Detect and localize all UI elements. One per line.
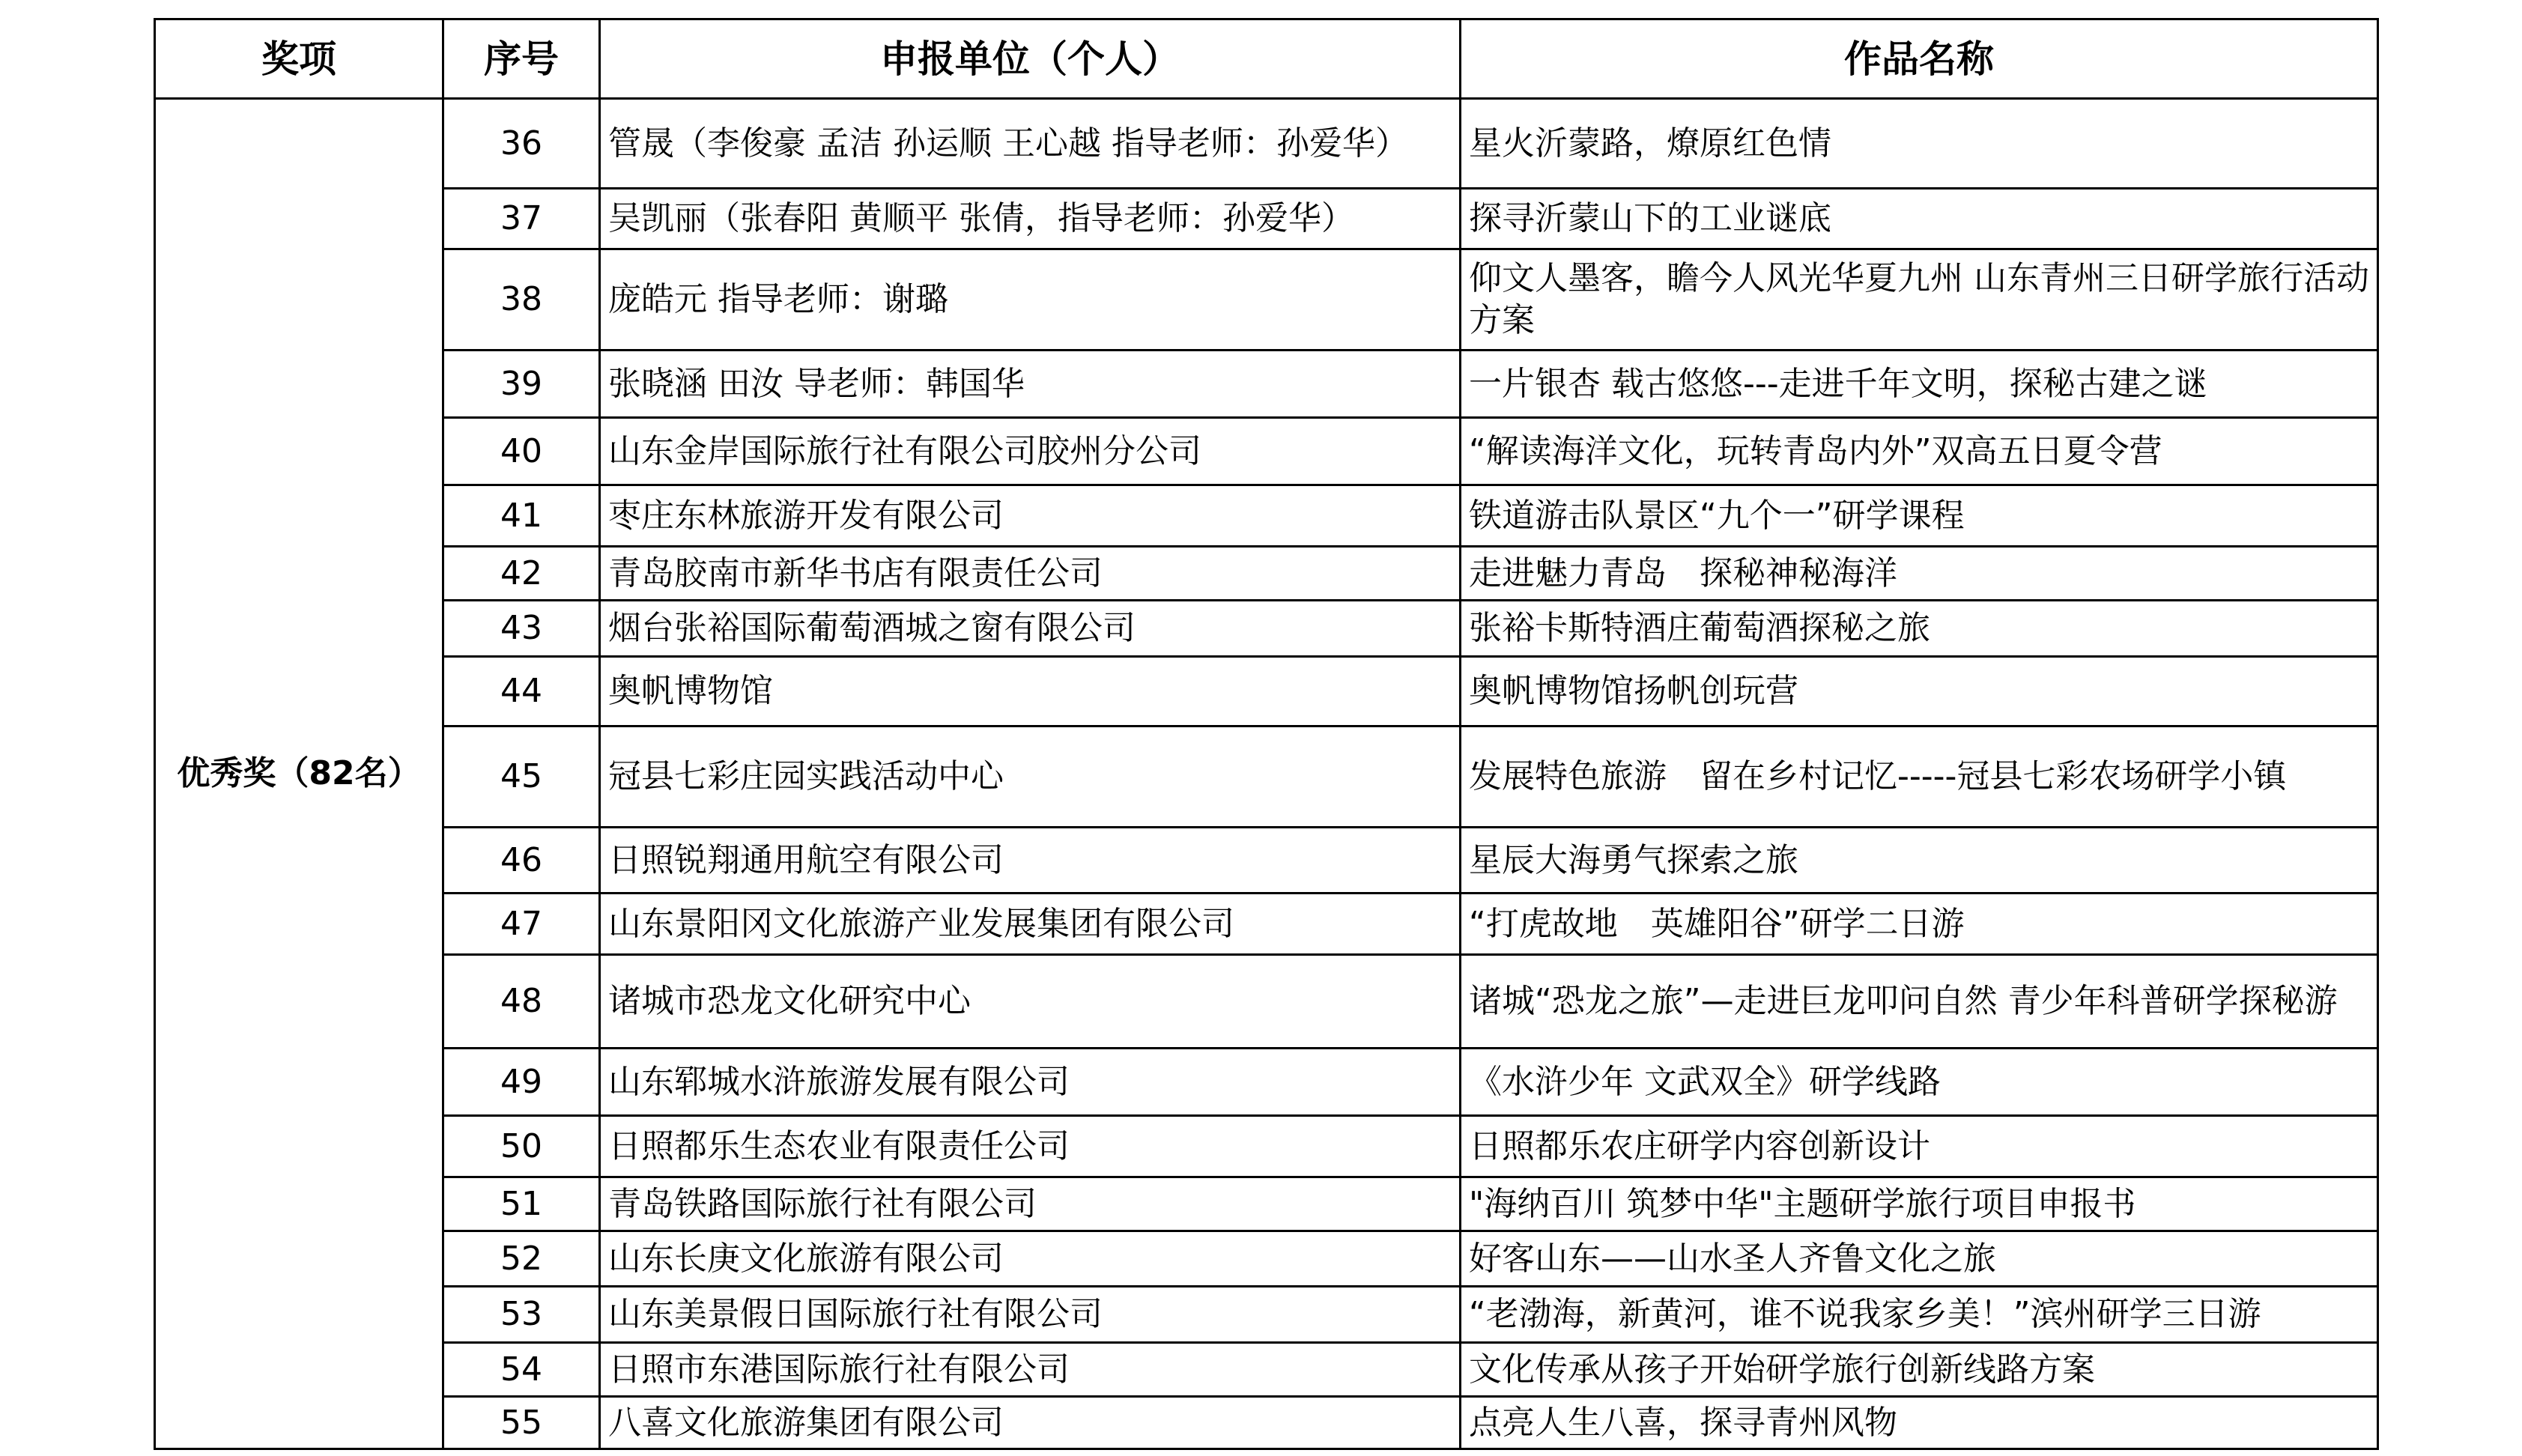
title-cell: 好客山东——山水圣人齐鲁文化之旅 <box>1461 1231 2378 1287</box>
title-cell: 张裕卡斯特酒庄葡萄酒探秘之旅 <box>1461 601 2378 657</box>
table-row <box>155 955 2378 1049</box>
unit-cell: 诸城市恐龙文化研究中心 <box>600 955 1461 1049</box>
unit-cell: 冠县七彩庄园实践活动中心 <box>600 727 1461 828</box>
unit-cell: 管晟（李俊豪 孟洁 孙运顺 王心越 指导老师：孙爱华） <box>600 99 1461 189</box>
seq-cell: 50 <box>443 1116 600 1177</box>
title-cell: 探寻沂蒙山下的工业谜底 <box>1461 189 2378 249</box>
title-cell: 星辰大海勇气探索之旅 <box>1461 828 2378 894</box>
table-row <box>155 189 2378 249</box>
title-cell: 点亮人生八喜，探寻青州风物 <box>1461 1397 2378 1449</box>
unit-cell: 烟台张裕国际葡萄酒城之窗有限公司 <box>600 601 1461 657</box>
unit-cell: 山东郓城水浒旅游发展有限公司 <box>600 1049 1461 1116</box>
seq-cell: 48 <box>443 955 600 1049</box>
awards-table <box>154 18 2379 1450</box>
header-unit: 申报单位（个人） <box>600 19 1461 99</box>
unit-cell: 庞皓元 指导老师：谢璐 <box>600 249 1461 351</box>
title-cell: "海纳百川 筑梦中华"主题研学旅行项目申报书 <box>1461 1177 2378 1231</box>
table-row <box>155 547 2378 601</box>
unit-cell: 山东景阳冈文化旅游产业发展集团有限公司 <box>600 894 1461 955</box>
unit-cell: 山东金岸国际旅行社有限公司胶州分公司 <box>600 418 1461 485</box>
seq-cell: 40 <box>443 418 600 485</box>
unit-cell: 青岛胶南市新华书店有限责任公司 <box>600 547 1461 601</box>
table-row <box>155 1397 2378 1449</box>
header-award: 奖项 <box>155 19 443 99</box>
seq-cell: 42 <box>443 547 600 601</box>
header-title: 作品名称 <box>1461 19 2378 99</box>
unit-cell: 日照市东港国际旅行社有限公司 <box>600 1343 1461 1397</box>
unit-cell: 青岛铁路国际旅行社有限公司 <box>600 1177 1461 1231</box>
seq-cell: 39 <box>443 351 600 418</box>
seq-cell: 43 <box>443 601 600 657</box>
table-row <box>155 657 2378 727</box>
title-cell: 仰文人墨客，瞻今人风光华夏九州 山东青州三日研学旅行活动方案 <box>1461 249 2378 351</box>
seq-cell: 51 <box>443 1177 600 1231</box>
table-row <box>155 828 2378 894</box>
table-row <box>155 1049 2378 1116</box>
table-row <box>155 99 2378 189</box>
title-cell: 日照都乐农庄研学内容创新设计 <box>1461 1116 2378 1177</box>
seq-cell: 37 <box>443 189 600 249</box>
table-row <box>155 1177 2378 1231</box>
table-row <box>155 1231 2378 1287</box>
table-row <box>155 727 2378 828</box>
title-cell: 文化传承从孩子开始研学旅行创新线路方案 <box>1461 1343 2378 1397</box>
title-cell: 奥帆博物馆扬帆创玩营 <box>1461 657 2378 727</box>
title-cell: 发展特色旅游 留在乡村记忆-----冠县七彩农场研学小镇 <box>1461 727 2378 828</box>
table-row <box>155 351 2378 418</box>
table-row <box>155 601 2378 657</box>
title-cell: 《水浒少年 文武双全》研学线路 <box>1461 1049 2378 1116</box>
title-cell: 一片银杏 载古悠悠---走进千年文明，探秘古建之谜 <box>1461 351 2378 418</box>
seq-cell: 36 <box>443 99 600 189</box>
seq-cell: 53 <box>443 1287 600 1343</box>
title-cell: 星火沂蒙路，燎原红色情 <box>1461 99 2378 189</box>
table-row <box>155 894 2378 955</box>
unit-cell: 日照锐翔通用航空有限公司 <box>600 828 1461 894</box>
table-row <box>155 418 2378 485</box>
unit-cell: 枣庄东林旅游开发有限公司 <box>600 485 1461 547</box>
unit-cell: 八喜文化旅游集团有限公司 <box>600 1397 1461 1449</box>
unit-cell: 奥帆博物馆 <box>600 657 1461 727</box>
table-row <box>155 1116 2378 1177</box>
seq-cell: 54 <box>443 1343 600 1397</box>
title-cell: “打虎故地 英雄阳谷”研学二日游 <box>1461 894 2378 955</box>
unit-cell: 吴凯丽（张春阳 黄顺平 张倩，指导老师：孙爱华） <box>600 189 1461 249</box>
table-row <box>155 249 2378 351</box>
table-row <box>155 485 2378 547</box>
seq-cell: 44 <box>443 657 600 727</box>
seq-cell: 49 <box>443 1049 600 1116</box>
title-cell: 铁道游击队景区“九个一”研学课程 <box>1461 485 2378 547</box>
seq-cell: 52 <box>443 1231 600 1287</box>
unit-cell: 山东长庚文化旅游有限公司 <box>600 1231 1461 1287</box>
award-group-cell: 优秀奖（82名） <box>155 99 443 1449</box>
header-row <box>155 19 2378 99</box>
title-cell: “解读海洋文化，玩转青岛内外”双高五日夏令营 <box>1461 418 2378 485</box>
title-cell: 诸城“恐龙之旅”—走进巨龙叩问自然 青少年科普研学探秘游 <box>1461 955 2378 1049</box>
header-seq: 序号 <box>443 19 600 99</box>
seq-cell: 38 <box>443 249 600 351</box>
table-row <box>155 1287 2378 1343</box>
seq-cell: 41 <box>443 485 600 547</box>
unit-cell: 山东美景假日国际旅行社有限公司 <box>600 1287 1461 1343</box>
seq-cell: 45 <box>443 727 600 828</box>
seq-cell: 55 <box>443 1397 600 1449</box>
table-row <box>155 1343 2378 1397</box>
unit-cell: 日照都乐生态农业有限责任公司 <box>600 1116 1461 1177</box>
title-cell: 走进魅力青岛 探秘神秘海洋 <box>1461 547 2378 601</box>
seq-cell: 47 <box>443 894 600 955</box>
title-cell: “老渤海，新黄河，谁不说我家乡美！”滨州研学三日游 <box>1461 1287 2378 1343</box>
seq-cell: 46 <box>443 828 600 894</box>
unit-cell: 张晓涵 田汝 导老师：韩国华 <box>600 351 1461 418</box>
